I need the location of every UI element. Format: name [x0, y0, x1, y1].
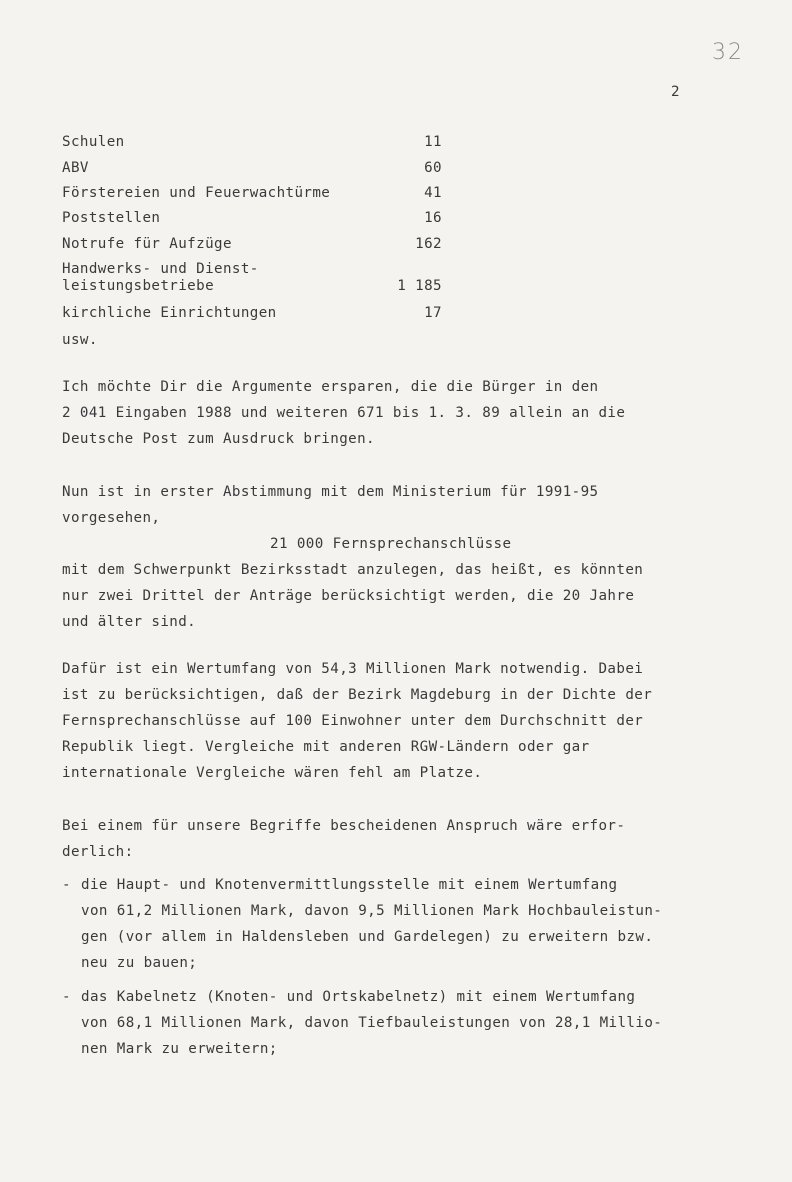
text-line: ist zu berücksichtigen, daß der Bezirk Magdeburg in der Dichte der — [62, 687, 653, 703]
list-item-label: Notrufe für Aufzüge — [62, 236, 232, 252]
list-item-label: Poststellen — [62, 210, 161, 226]
list-item-value: 17 — [424, 305, 442, 321]
list-item — [62, 261, 442, 295]
text-line: Fernsprechanschlüsse auf 100 Einwohner unter dem Durchschnitt der — [62, 713, 644, 729]
list-item-label: Förstereien und Feuerwachtürme — [62, 185, 331, 201]
list-item-value: 162 — [415, 236, 442, 252]
list-item-value: 1 185 — [397, 278, 442, 294]
text-line: neu zu bauen; — [81, 955, 198, 971]
list-item-label-continued: leistungsbetriebe — [62, 278, 215, 294]
text-line: gen (vor allem in Haldensleben und Gardelegen) zu erweitern bzw. — [81, 929, 654, 945]
bullet-text — [62, 872, 752, 976]
list-item-value: 11 — [424, 134, 442, 150]
list-item-label: ABV — [62, 160, 89, 176]
text-line: Deutsche Post zum Ausdruck bringen. — [62, 431, 375, 447]
list-item — [62, 210, 442, 227]
text-line: mit dem Schwerpunkt Bezirksstadt anzulegen, das heißt, es könnten — [62, 562, 644, 578]
list-item-value: 60 — [424, 160, 442, 176]
text-line: derlich: — [62, 844, 134, 860]
text-line: Dafür ist ein Wertumfang von 54,3 Millionen Mark notwendig. Dabei — [62, 661, 644, 677]
page-number: 2 — [671, 84, 680, 100]
text-line: nen Mark zu erweitern; — [81, 1041, 278, 1057]
list-item — [62, 134, 442, 151]
text-line: das Kabelnetz (Knoten- und Ortskabelnetz) mit einem Wertumfang — [81, 989, 636, 1005]
paragraph — [62, 656, 742, 786]
paragraph — [62, 813, 742, 865]
bullet-item — [62, 984, 752, 1062]
list-item-label: Handwerks- und Dienst- — [62, 261, 259, 277]
text-line: von 61,2 Millionen Mark, davon 9,5 Millionen Mark Hochbauleistun- — [81, 903, 663, 919]
text-line: Ich möchte Dir die Argumente ersparen, die die Bürger in den — [62, 379, 599, 395]
list-item-value: 16 — [424, 210, 442, 226]
archive-page-number: 32 — [712, 40, 744, 65]
text-line: Bei einem für unsere Begriffe bescheidenen Anspruch wäre erfor- — [62, 818, 626, 834]
list-etc-label: usw. — [62, 332, 98, 348]
text-line: vorgesehen, — [62, 510, 161, 526]
list-etc — [62, 332, 442, 349]
text-line: 2 041 Eingaben 1988 und weiteren 671 bis 1. 3. 89 allein an die — [62, 405, 626, 421]
text-line: nur zwei Drittel der Anträge berücksichtigt werden, die 20 Jahre — [62, 588, 635, 604]
text-line: Nun ist in erster Abstimmung mit dem Ministerium für 1991-95 — [62, 484, 599, 500]
bullet-item — [62, 872, 752, 976]
bullet-dash: - — [62, 989, 71, 1005]
list-item — [62, 160, 442, 177]
list-item-label: kirchliche Einrichtungen — [62, 305, 277, 321]
text-line: und älter sind. — [62, 614, 197, 630]
list-item-value: 41 — [424, 185, 442, 201]
text-line: internationale Vergleiche wären fehl am Platze. — [62, 765, 483, 781]
paragraph — [62, 374, 742, 452]
bullet-list — [62, 872, 752, 1070]
paragraph — [62, 479, 742, 635]
list-item — [62, 185, 442, 202]
text-line: die Haupt- und Knotenvermittlungsstelle mit einem Wertumfang — [81, 877, 618, 893]
list-item — [62, 305, 442, 322]
bullet-dash: - — [62, 877, 71, 893]
text-line: von 68,1 Millionen Mark, davon Tiefbauleistungen von 28,1 Millio- — [81, 1015, 663, 1031]
list-item-label: Schulen — [62, 134, 125, 150]
bullet-text — [62, 984, 752, 1062]
text-line: Republik liegt. Vergleiche mit anderen RGW-Ländern oder gar — [62, 739, 590, 755]
text-line-highlighted-figure: 21 000 Fernsprechanschlüsse — [270, 536, 512, 552]
list-item — [62, 236, 442, 253]
